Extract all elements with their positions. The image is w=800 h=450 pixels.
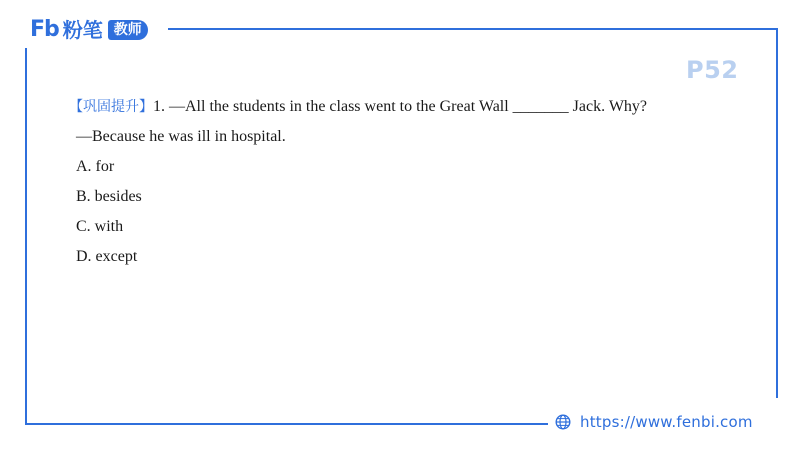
question-stem-text: 1. —All the students in the class went to the Great Wall _______ Jack. Why? <box>153 98 648 115</box>
question-block <box>69 92 756 272</box>
question-tag: 【巩固提升】 <box>69 99 153 115</box>
option-b: B. besides <box>76 188 142 205</box>
frame-left-line <box>25 48 27 423</box>
globe-icon <box>555 414 571 430</box>
frame-bottom-line <box>25 423 548 425</box>
question-stem-line-2: —Because he was ill in hospital. <box>76 128 286 145</box>
option-c: C. with <box>76 218 124 235</box>
page-number: P52 <box>686 56 739 84</box>
logo-badge: 教师 <box>108 20 148 40</box>
footer-website <box>555 410 753 434</box>
frame-top-line <box>168 28 778 30</box>
logo-mark: Fb <box>30 17 59 42</box>
question-stem-line-1 <box>69 92 756 122</box>
option-a: A. for <box>76 158 115 175</box>
logo-name: 粉笔 <box>62 18 103 42</box>
frame-right-line <box>776 28 778 398</box>
fenbi-logo <box>30 17 148 43</box>
option-d: D. except <box>76 248 138 265</box>
website-url: https://www.fenbi.com <box>580 413 753 431</box>
